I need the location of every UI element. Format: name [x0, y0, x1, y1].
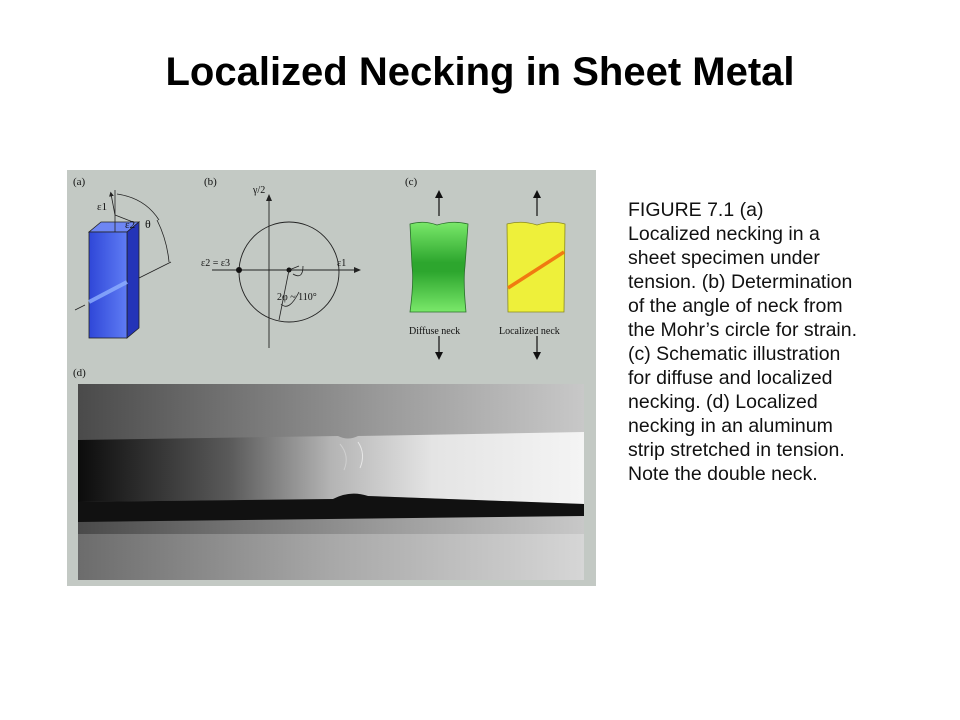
caption-line: strip stretched in tension.	[628, 439, 845, 461]
panel-c-label: (c)	[405, 176, 418, 188]
panel-a-e1: ε1	[97, 201, 108, 213]
caption-line: (c) Schematic illustration	[628, 343, 841, 365]
caption-line: tension. (b) Determination	[628, 271, 853, 293]
slide-title: Localized Necking in Sheet Metal	[165, 50, 795, 94]
caption-line: FIGURE 7.1 (a)	[628, 199, 764, 221]
figure-drawings	[67, 170, 596, 380]
panel-b-gamma: γ/2	[253, 185, 266, 196]
caption-line: Note the double neck.	[628, 463, 818, 485]
panel-d-label: (d)	[73, 367, 86, 379]
caption-line: Localized necking in a	[628, 223, 820, 245]
caption-line: the Mohr’s circle for strain.	[628, 319, 858, 341]
panel-d-photo	[78, 384, 584, 580]
panel-a-specimen	[75, 190, 171, 338]
panel-a-e2: ε2	[125, 219, 136, 231]
caption-line: necking in an aluminum	[628, 415, 833, 437]
aluminum-strip-photo	[78, 384, 584, 580]
caption-line: of the angle of neck from	[628, 295, 843, 317]
panel-b-mohr-circle	[212, 194, 361, 348]
panel-b-angle: 2φ ~ 110°	[277, 292, 317, 303]
caption-line: necking. (d) Localized	[628, 391, 818, 413]
panel-c-diffuse-label: Diffuse neck	[409, 326, 461, 337]
figure-7-1	[67, 170, 596, 586]
panel-a-label: (a)	[73, 176, 86, 188]
panel-b-e1: ε1	[337, 258, 347, 269]
caption-line: sheet specimen under	[628, 247, 820, 269]
caption-line: for diffuse and localized	[628, 367, 833, 389]
panel-c-localized-label: Localized neck	[499, 326, 560, 337]
figure-caption	[628, 198, 928, 486]
panel-a-theta: θ	[145, 217, 151, 231]
panel-b-label: (b)	[204, 176, 217, 188]
panel-b-e2e3: ε2 = ε3	[201, 258, 231, 269]
